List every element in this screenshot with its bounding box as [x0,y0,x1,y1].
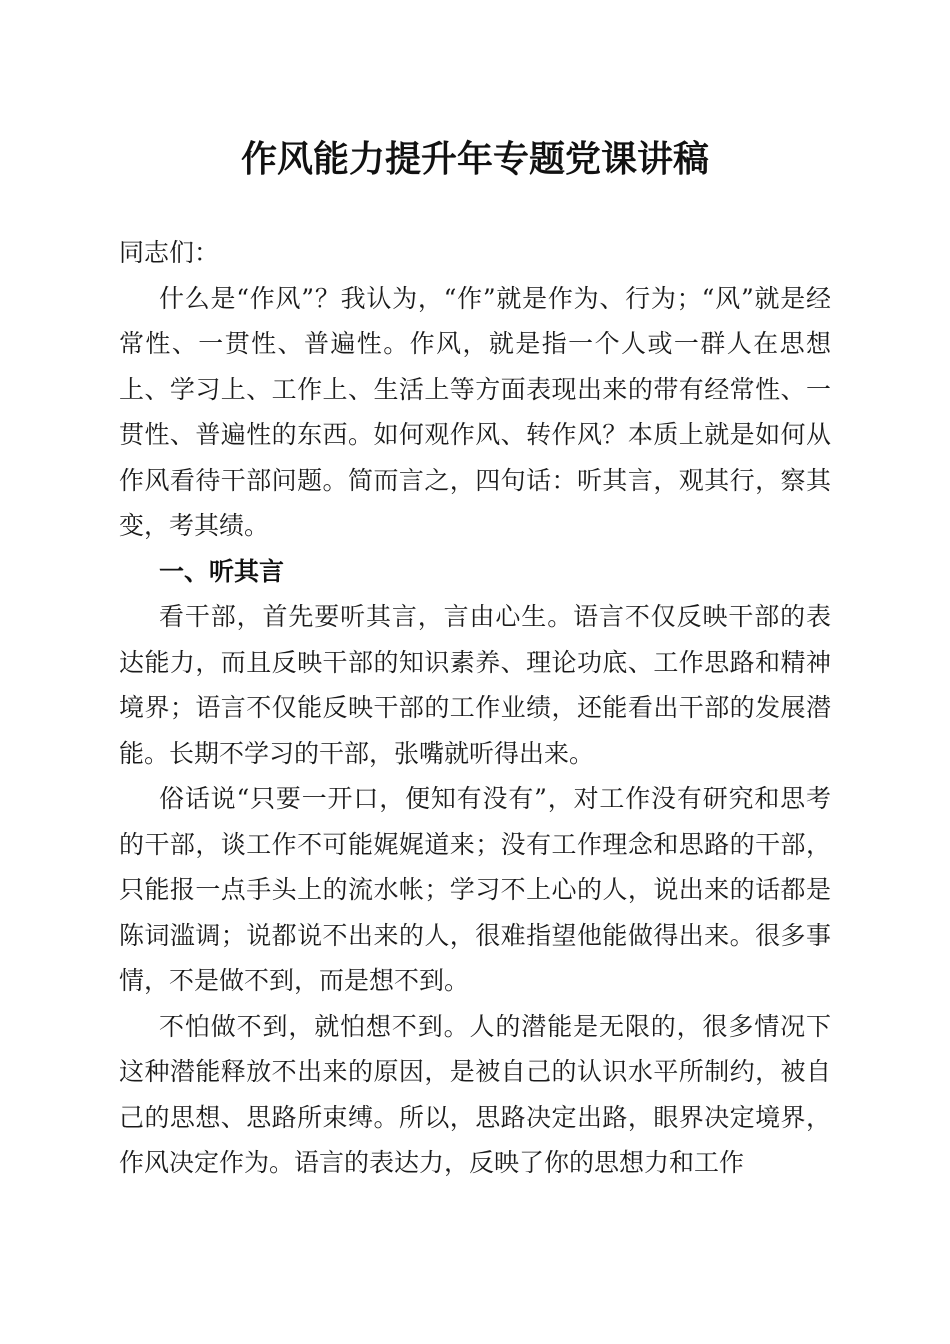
section-paragraph: 俗话说“只要一开口，便知有没有”，对工作没有研究和思考的干部，谈工作不可能娓娓道来；没有工作理念和思路的干部，只能报一点手头上的流水帐；学习不上心的人，说出来的话都是陈词滥调；说都说不出来的人，很难指望他能做得出来。很多事情，不是做不到，而是想不到。 [119,784,831,995]
document-body [119,230,831,1186]
document-title: 作风能力提升年专题党课讲稿 [240,138,709,180]
intro-paragraph: 什么是“作风”？我认为，“作”就是作为、行为；“风”就是经常性、一贯性、普遍性。作风，就是指一个人或一群人在思想上、学习上、工作上、生活上等方面表现出来的带有经常性、一贯性、普遍性的东西。如何观作风、转作风？本质上就是如何从作风看待干部问题。简而言之，四句话：听其言，观其行，察其变，考其绩。 [119,283,831,540]
section-paragraph: 不怕做不到，就怕想不到。人的潜能是无限的，很多情况下这种潜能释放不出来的原因，是被自己的认识水平所制约，被自己的思想、思路所束缚。所以，思路决定出路，眼界决定境界，作风决定作为。语言的表达力，反映了你的思想力和工作 [119,1011,831,1177]
section-paragraph: 看干部，首先要听其言，言由心生。语言不仅反映干部的表达能力，而且反映干部的知识素养、理论功底、工作思路和精神境界；语言不仅能反映干部的工作业绩，还能看出干部的发展潜能。长期不学习的干部，张嘴就听得出来。 [119,602,831,768]
section-heading: 一、听其言 [159,556,285,586]
salutation: 同志们： [119,238,220,267]
